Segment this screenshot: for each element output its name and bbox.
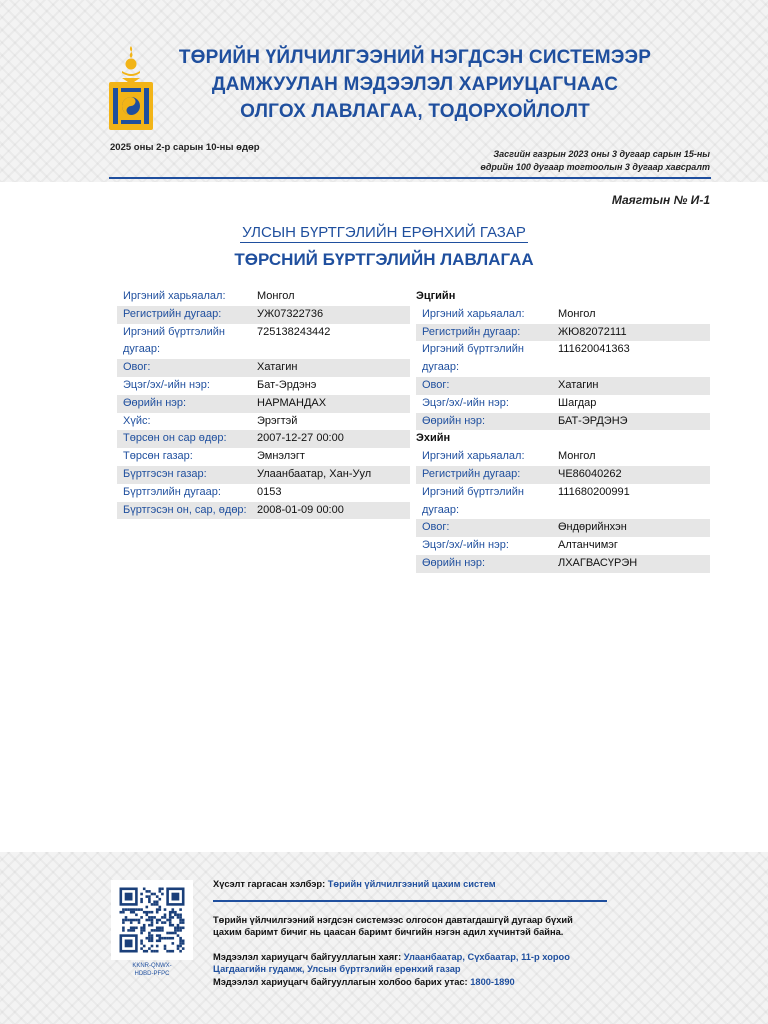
field-label: Иргэний бүртгэлийн дугаар: xyxy=(422,343,524,374)
field-label: Овог: xyxy=(123,361,151,374)
field-label: Иргэний бүртгэлийн дугаар: xyxy=(422,485,524,516)
validity-statement-line: Төрийн үйлчилгээний нэгдсэн системээс олгосон давтагдашгүй дугаар бүхий xyxy=(213,914,573,925)
field-value: ЛХАГВАСҮРЭН xyxy=(558,556,638,569)
field-value: 111620041363 xyxy=(558,343,630,356)
field-label: Төрсөн он сар өдөр: xyxy=(123,432,227,445)
info-row xyxy=(416,395,710,413)
field-value: НАРМАНДАХ xyxy=(257,396,327,409)
info-row xyxy=(117,430,410,448)
info-row xyxy=(416,413,710,431)
government-resolution-reference xyxy=(430,148,710,173)
info-row xyxy=(117,288,410,306)
validity-statement-line: цахим баримт бичиг нь цаасан баримт бичгийн нэгэн адил хүчинтэй байна. xyxy=(213,927,564,937)
field-value: УЖ07322736 xyxy=(257,307,324,320)
address xyxy=(213,951,608,964)
gov-ref-line: Засгийн газрын 2023 оны 3 дугаар сарын 15-ны xyxy=(493,149,710,159)
qr-code-line: HDBD-PFPC xyxy=(134,971,170,977)
header-divider xyxy=(109,177,711,179)
field-label: Овог: xyxy=(422,521,450,534)
address-value: Улаанбаатар, Сүхбаатар, 11-р хороо xyxy=(403,951,570,962)
field-value: БАТ-ЭРДЭНЭ xyxy=(558,414,628,427)
child-info-table xyxy=(117,288,410,519)
info-row xyxy=(117,359,410,377)
info-row xyxy=(117,466,410,484)
issue-date: 2025 оны 2-р сарын 10-ны өдөр xyxy=(110,142,260,153)
title-line: ДАМЖУУЛАН МЭДЭЭЛЭЛ ХАРИУЦАГЧААС xyxy=(211,74,619,95)
field-label: Өөрийн нэр: xyxy=(422,556,486,569)
qr-code-icon[interactable] xyxy=(111,880,193,960)
form-number: Маягтын № И-1 xyxy=(611,193,710,207)
field-value: 111680200991 xyxy=(558,485,630,498)
qr-code-line: KKNR-QNWX- xyxy=(132,963,172,969)
field-label: Иргэний харьяалал: xyxy=(422,450,525,463)
info-row xyxy=(416,324,710,342)
field-value: Эмнэлэгт xyxy=(257,450,305,463)
footer-text xyxy=(213,878,608,988)
field-label: Өөрийн нэр: xyxy=(123,396,187,409)
mother-heading: Эхийн xyxy=(416,432,451,445)
field-label: Иргэний харьяалал: xyxy=(123,290,226,302)
field-label: Иргэний бүртгэлийн дугаар: xyxy=(123,325,225,356)
field-label: Эцэг/эх/-ийн нэр: xyxy=(422,396,509,409)
title-line: ОЛГОХ ЛАВЛАГАА, ТОДОРХОЙЛОЛТ xyxy=(240,101,590,122)
field-value: ЧЕ86040262 xyxy=(558,467,622,480)
field-label: Төрсөн газар: xyxy=(123,450,193,463)
field-label: Иргэний харьяалал: xyxy=(422,307,525,320)
field-label: Овог: xyxy=(422,378,450,391)
father-heading: Эцгийн xyxy=(416,290,456,302)
request-type xyxy=(213,878,608,891)
info-row xyxy=(117,377,410,395)
field-value: Монгол xyxy=(257,290,295,302)
field-value: 725138243442 xyxy=(257,325,331,338)
info-row xyxy=(117,448,410,466)
field-value: Монгол xyxy=(558,307,596,320)
field-value: Алтанчимэг xyxy=(558,539,618,552)
request-type-value: Төрийн үйлчилгээний цахим систем xyxy=(327,879,496,889)
field-label: Эцэг/эх/-ийн нэр: xyxy=(422,539,509,552)
field-label: Регистрийн дугаар: xyxy=(422,467,521,480)
field-value: Эрэгтэй xyxy=(257,414,298,427)
info-row xyxy=(416,537,710,555)
info-row xyxy=(117,484,410,502)
field-label: Хүйс: xyxy=(123,414,151,427)
field-value: Хатагин xyxy=(558,378,599,391)
field-value: Хатагин xyxy=(257,361,298,374)
info-row xyxy=(416,466,710,484)
soyombo-emblem-icon xyxy=(106,44,156,132)
document-main-title xyxy=(160,44,670,125)
info-row xyxy=(416,484,710,520)
footer-divider xyxy=(213,900,607,902)
request-type-label: Хүсэлт гаргасан хэлбэр: xyxy=(213,879,328,889)
field-label: Өөрийн нэр: xyxy=(422,414,486,427)
field-value: Монгол xyxy=(558,450,596,463)
field-label: Бүртгэлийн дугаар: xyxy=(123,485,221,498)
info-row xyxy=(416,519,710,537)
info-row xyxy=(117,306,410,324)
phone-label: Мэдээлэл хариуцагч байгууллагын холбоо барих утас: xyxy=(213,976,471,987)
info-row xyxy=(416,306,710,324)
document-title: ТӨРСНИЙ БҮРТГЭЛИЙН ЛАВЛАГАА xyxy=(234,250,534,269)
field-value: Бат-Эрдэнэ xyxy=(257,378,317,391)
mother-info-table xyxy=(416,448,710,573)
organization-name xyxy=(0,224,768,242)
field-value: ЖЮ82072111 xyxy=(558,325,627,338)
field-value: 2008-01-09 00:00 xyxy=(257,503,344,516)
info-row xyxy=(416,448,710,466)
info-row xyxy=(416,341,710,377)
parents-info xyxy=(416,288,710,573)
title-line: ТӨРИЙН ҮЙЛЧИЛГЭЭНИЙ НЭГДСЭН СИСТЕМЭЭР xyxy=(178,47,652,68)
field-label: Регистрийн дугаар: xyxy=(123,307,222,320)
field-value: Улаанбаатар, Хан-Уул xyxy=(257,467,372,480)
address-value-line-2: Цагдаагийн гудамж, Улсын бүртгэлийн ерөнхий газар xyxy=(213,964,461,974)
qr-code-caption xyxy=(111,962,193,978)
field-label: Регистрийн дугаар: xyxy=(422,325,521,338)
info-row xyxy=(416,555,710,573)
field-value: 2007-12-27 00:00 xyxy=(257,432,344,445)
phone xyxy=(213,976,608,989)
field-label: Эцэг/эх/-ийн нэр: xyxy=(123,378,210,391)
field-label: Бүртгэсэн он, сар, өдөр: xyxy=(123,503,247,516)
field-label: Бүртгэсэн газар: xyxy=(123,467,207,480)
phone-value: 1800-1890 xyxy=(470,976,515,987)
info-row xyxy=(416,377,710,395)
father-info-table xyxy=(416,306,710,431)
address-label: Мэдээлэл хариуцагч байгууллагын хаяг: xyxy=(213,951,404,962)
info-row xyxy=(117,395,410,413)
organization-name-text: УЛСЫН БҮРТГЭЛИЙН ЕРӨНХИЙ ГАЗАР xyxy=(242,224,526,241)
field-value: Шагдар xyxy=(558,396,597,409)
field-value: Өндөрийнхэн xyxy=(558,521,627,534)
document-header xyxy=(0,0,768,182)
info-row xyxy=(117,413,410,431)
gov-ref-line: өдрийн 100 дугаар тогтоолын 3 дугаар хавсралт xyxy=(480,161,710,172)
info-row xyxy=(117,324,410,360)
info-row xyxy=(117,502,410,520)
field-value: 0153 xyxy=(257,485,282,498)
